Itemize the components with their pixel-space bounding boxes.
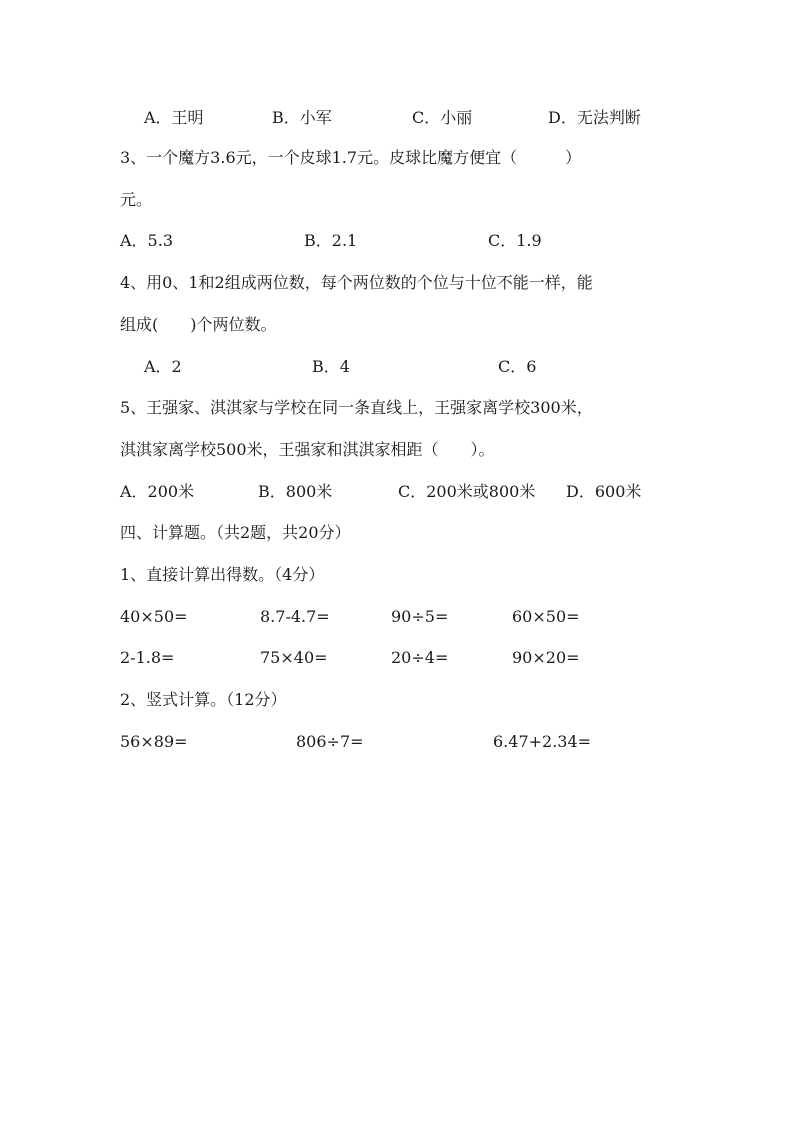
calc-q1-title: 1、直接计算出得数。（4分） <box>120 565 325 584</box>
q3-text-line1: 3、一个魔方3.6元，一个皮球1.7元。皮球比魔方便宜（ ） <box>120 148 582 167</box>
q3-option-a: A．5.3 <box>120 231 174 250</box>
q4-option-a: A．2 <box>144 357 182 376</box>
calc-item: 90×20= <box>512 648 580 667</box>
q3-option-c: C．1.9 <box>488 231 542 250</box>
q5-option-b: B．800米 <box>258 482 333 501</box>
calc-item: 56×89= <box>120 732 188 751</box>
q4-option-b: B．4 <box>312 357 350 376</box>
q3-option-b: B．2.1 <box>304 231 358 250</box>
q4-text-line2: 组成( )个两位数。 <box>120 315 277 334</box>
q2-option-d: D．无法判断 <box>548 108 641 127</box>
calc-item: 40×50= <box>120 607 188 626</box>
calc-item: 2-1.8= <box>120 648 175 667</box>
q5-option-d: D．600米 <box>566 482 642 501</box>
calc-item: 806÷7= <box>296 732 364 751</box>
q3-text-line2: 元。 <box>120 190 153 209</box>
q2-option-c: C．小丽 <box>412 108 473 127</box>
q2-option-b: B．小军 <box>272 108 332 127</box>
section4-title: 四、计算题。（共2题，共20分） <box>120 523 351 542</box>
q5-text-line2: 淇淇家离学校500米，王强家和淇淇家相距（ ）。 <box>120 440 495 459</box>
calc-item: 8.7-4.7= <box>260 607 330 626</box>
q2-option-a: A．王明 <box>144 108 204 127</box>
q5-text-line1: 5、王强家、淇淇家与学校在同一条直线上，王强家离学校300米， <box>120 398 593 417</box>
calc-item: 6.47+2.34= <box>493 732 592 751</box>
calc-q2-title: 2、竖式计算。（12分） <box>120 690 287 709</box>
calc-item: 75×40= <box>260 648 328 667</box>
calc-item: 60×50= <box>512 607 580 626</box>
q5-option-c: C．200米或800米 <box>398 482 536 501</box>
q5-option-a: A．200米 <box>120 482 195 501</box>
q4-option-c: C．6 <box>498 357 537 376</box>
calc-item: 20÷4= <box>391 648 449 667</box>
calc-item: 90÷5= <box>391 607 449 626</box>
q4-text-line1: 4、用0、1和2组成两位数，每个两位数的个位与十位不能一样，能 <box>120 273 593 292</box>
